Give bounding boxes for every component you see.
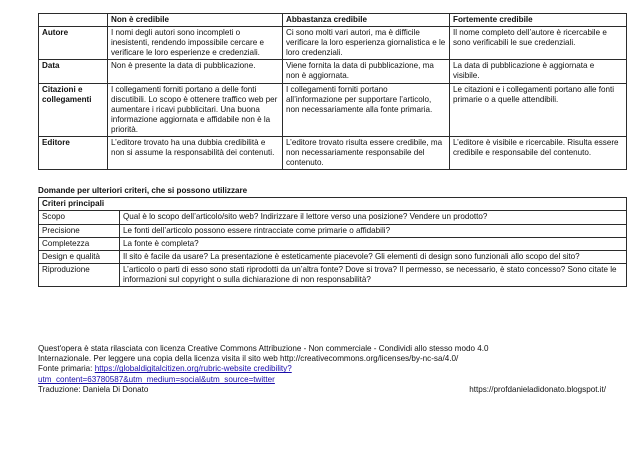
blog-url: https://profdanieladidonato.blogspot.it/ [469, 384, 606, 394]
question-label: Precisione [39, 224, 120, 237]
row-label: Autore [39, 27, 108, 60]
source-line [38, 364, 618, 374]
cell-fairly-credible: Viene fornita la data di pubblicazione, ma non è aggiornata. [283, 60, 450, 83]
footer [38, 344, 618, 395]
question-text: L’articolo o parti di esso sono stati riprodotti da un’altra fonte? Dove si trova? Il permesso, se necessario, è stato concesso? Sono citate le informazioni sul copyright o sulla dichiarazione di non responsabilità? [120, 263, 627, 286]
source-label: Fonte primaria: [38, 364, 95, 374]
table-row-autore [39, 27, 627, 60]
question-label: Design e qualità [39, 250, 120, 263]
translation-credit: Traduzione: Daniela Di Donato [38, 384, 149, 394]
header-highly-credible: Fortemente credibile [450, 14, 627, 27]
table-row-editore [39, 137, 627, 170]
question-label: Riproduzione [39, 263, 120, 286]
license-line-1: Quest'opera è stata rilasciata con licenza Creative Commons Attribuzione - Non commerciale - Condividi allo stesso modo 4.0 [38, 344, 489, 353]
table-row [39, 224, 627, 237]
header-cell-empty [39, 14, 108, 27]
questions-header-row [39, 198, 627, 211]
table-row [39, 211, 627, 224]
table-row [39, 263, 627, 286]
license-line-2: Internazionale. Per leggere una copia della licenza visita il sito web http://creativecommons.org/licenses/by-nc-sa/4.0/ [38, 354, 459, 364]
table-header-row [39, 14, 627, 27]
cell-highly-credible: La data di pubblicazione è aggiornata e visibile. [450, 60, 627, 83]
questions-title: Domande per ulteriori criteri, che si possono utilizzare [38, 186, 248, 196]
cell-fairly-credible: L’editore trovato risulta essere credibile, ma non necessariamente responsabile del contenuto. [283, 137, 450, 170]
cell-not-credible: I collegamenti forniti portano a delle fonti discutibili. Lo scopo è ottenere traffico web per aumentare i ricavi pubblicitari. Una buona informazione aggiornata e affidabile non è la priorità. [108, 83, 283, 136]
source-link[interactable]: https://globaldigitalcitizen.org/rubric-website credibility? [94, 364, 292, 374]
questions-table [38, 197, 627, 287]
table-row [39, 237, 627, 250]
source-line-continued [38, 375, 618, 385]
header-fairly-credible: Abbastanza credibile [283, 14, 450, 27]
question-text: La fonte è completa? [120, 237, 627, 250]
cell-not-credible: I nomi degli autori sono incompleti o inesistenti, rendendo impossibile cercare e verificare le loro esperienze e credenziali. [108, 27, 283, 60]
cell-fairly-credible: Ci sono molti vari autori, ma è difficile verificare la loro esperienza giornalistica e le loro credenziali. [283, 27, 450, 60]
document-page [38, 13, 626, 287]
row-label: Data [39, 60, 108, 83]
question-text: Il sito è facile da usare? La presentazione è esteticamente piacevole? Gli elementi di design sono funzionali allo scopo del sito? [120, 250, 627, 263]
question-label: Completezza [39, 237, 120, 250]
credibility-criteria-table [38, 13, 627, 170]
table-row-citazioni [39, 83, 627, 136]
table-row-data [39, 60, 627, 83]
source-link-continued[interactable]: utm_content=63780587&utm_medium=social&utm_source=twitter [38, 374, 275, 384]
cell-highly-credible: Le citazioni e i collegamenti portano alle fonti primarie o a quelle attendibili. [450, 83, 627, 136]
cell-not-credible: Non è presente la data di pubblicazione. [108, 60, 283, 83]
table-row [39, 250, 627, 263]
cell-not-credible: L’editore trovato ha una dubbia credibilità e non si assume la responsabilità dei contenuti. [108, 137, 283, 170]
cell-highly-credible: L’editore è visibile e ricercabile. Risulta essere credibile e responsabile del contenuto. [450, 137, 627, 170]
translation-row [38, 385, 618, 395]
cell-fairly-credible: I collegamenti forniti portano all’informazione per supportare l’articolo, non necessariamente alla fonte primaria. [283, 83, 450, 136]
row-label: Editore [39, 137, 108, 170]
header-not-credible: Non è credibile [108, 14, 283, 27]
question-label: Scopo [39, 211, 120, 224]
cell-highly-credible: Il nome completo dell’autore è ricercabile e sono verificabili le sue credenziali. [450, 27, 627, 60]
row-label: Citazioni e collegamenti [39, 83, 108, 136]
question-text: Le fonti dell’articolo possono essere rintracciate come primarie o affidabili? [120, 224, 627, 237]
questions-header: Criteri principali [39, 198, 627, 211]
question-text: Qual è lo scopo dell’articolo/sito web? Indirizzare il lettore verso una posizione? Vendere un prodotto? [120, 211, 627, 224]
